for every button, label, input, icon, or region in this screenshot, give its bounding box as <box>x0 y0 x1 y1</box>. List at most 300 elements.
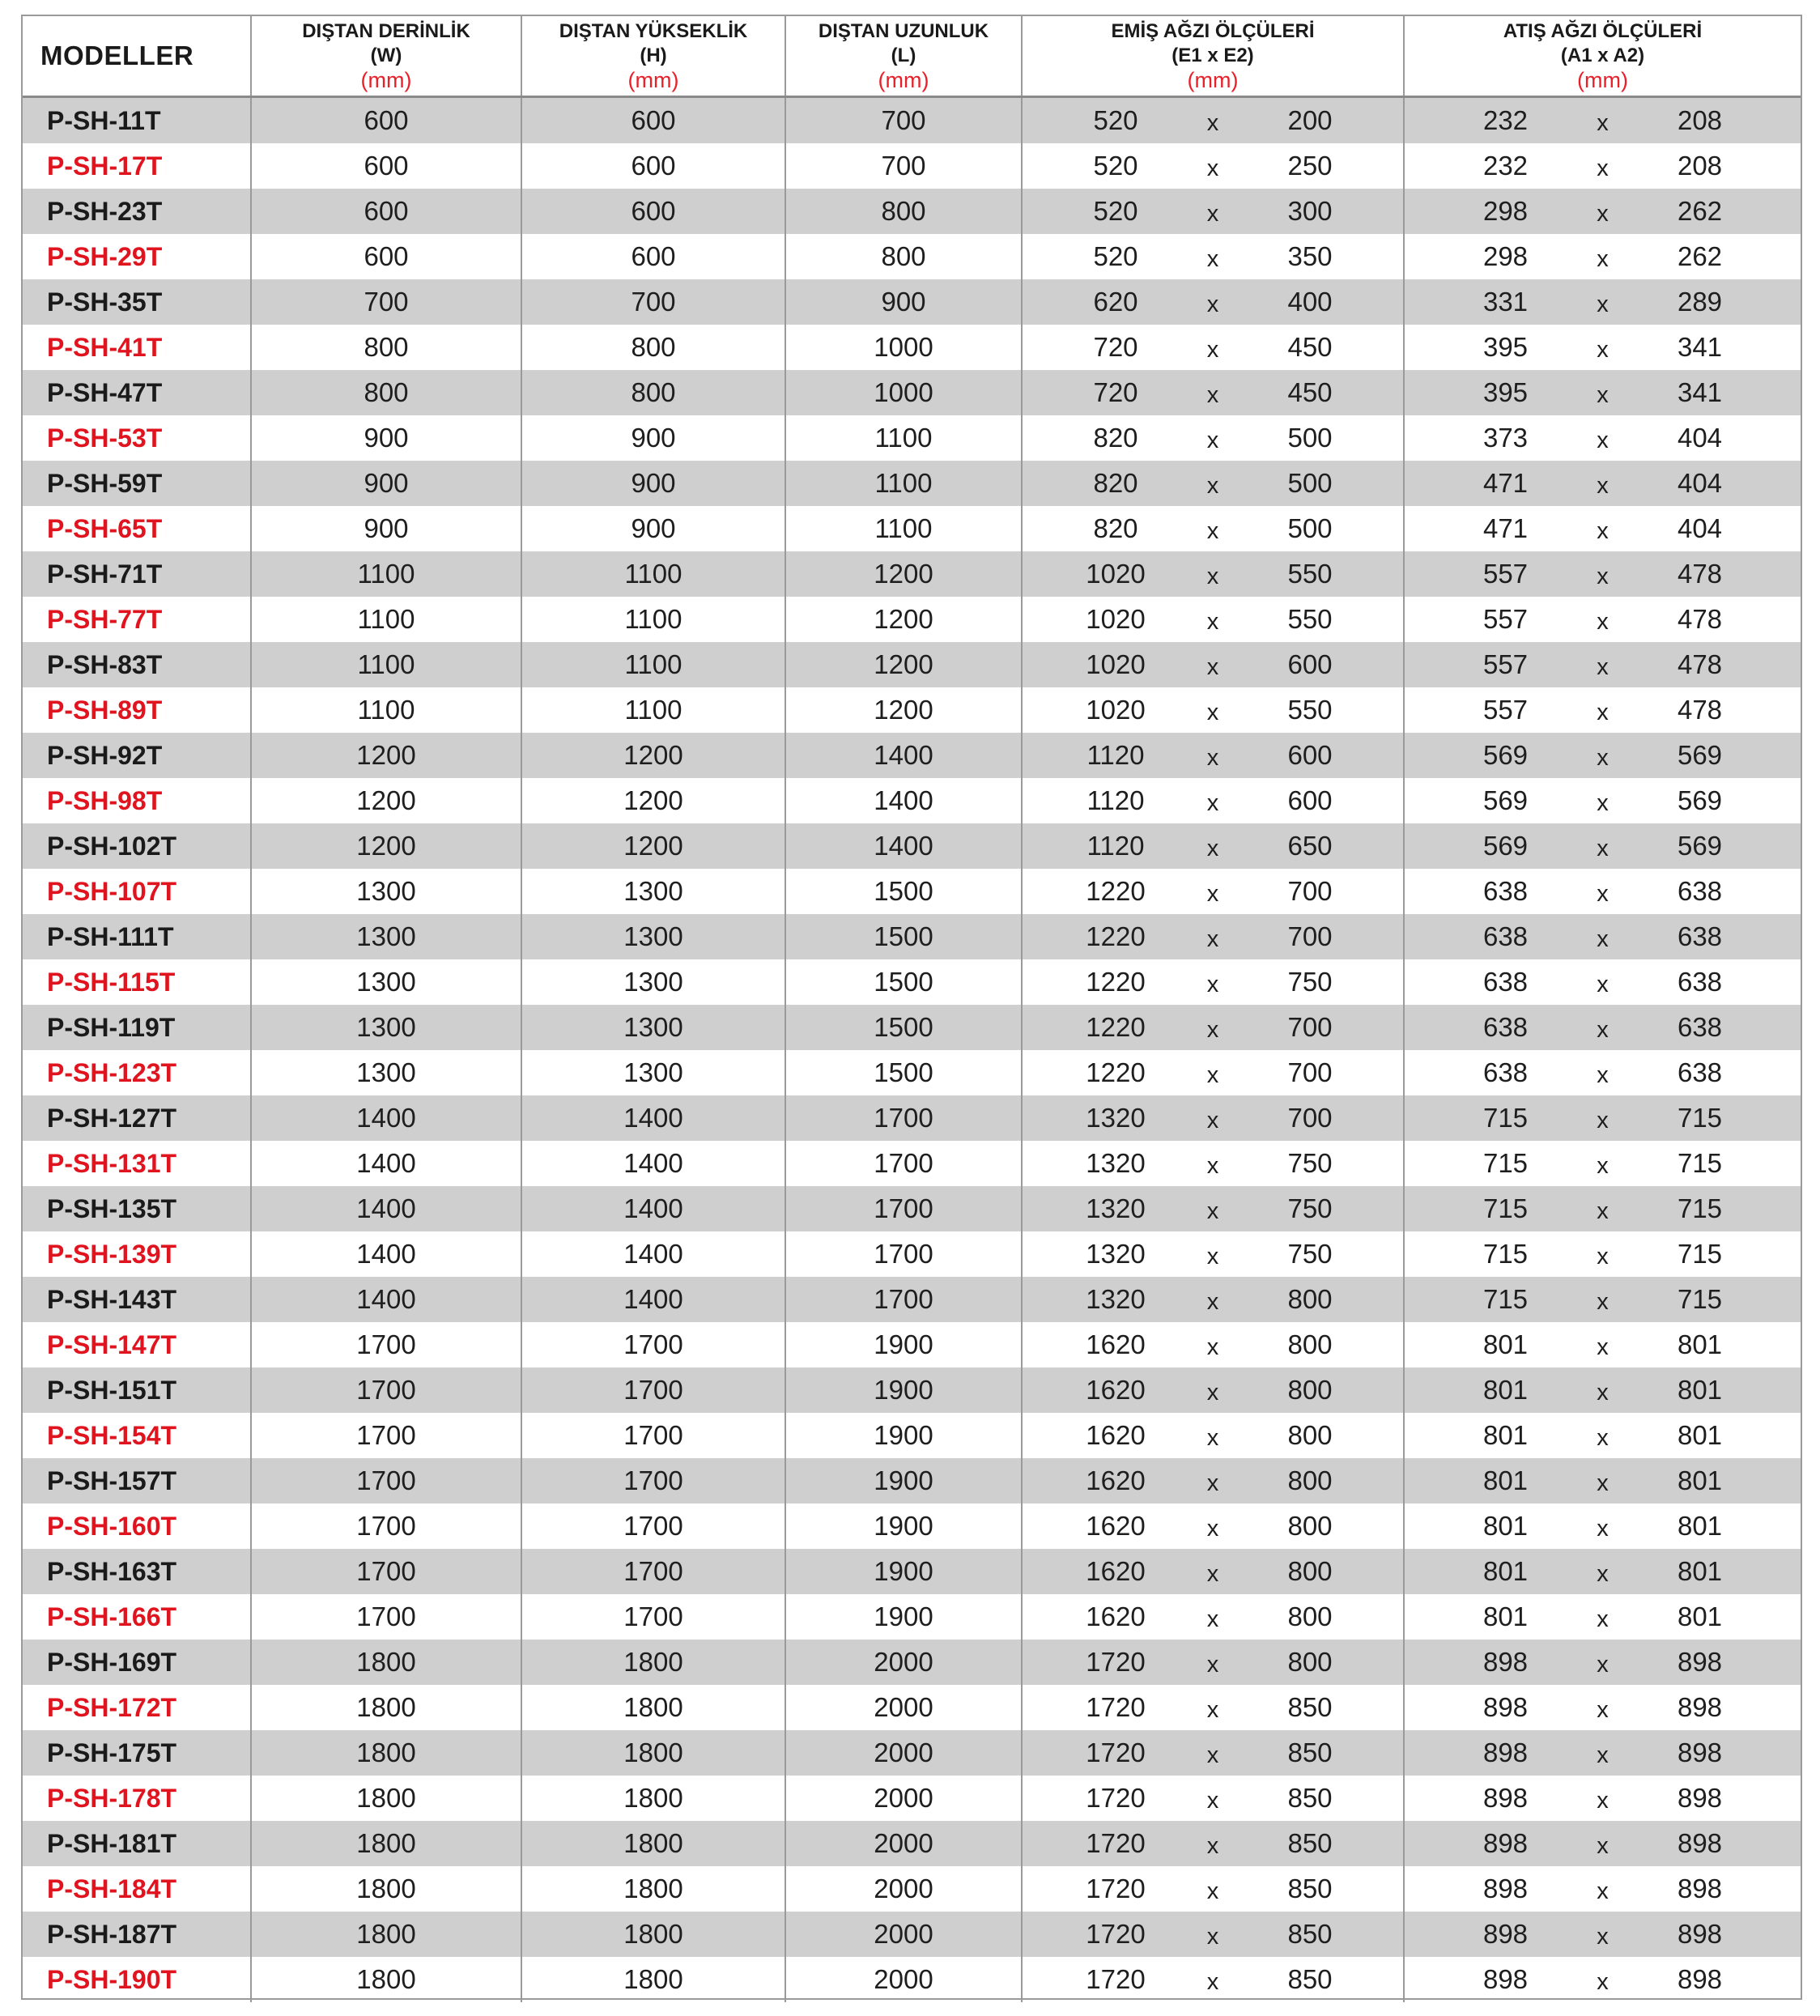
length-cell: 700 <box>785 143 1022 189</box>
outlet-dimensions-cell <box>1404 1912 1801 1957</box>
outlet-dimensions-pair <box>1405 1964 1801 1996</box>
inlet-times-sign: x <box>1206 1606 1219 1632</box>
inlet-dimensions-cell <box>1022 1413 1404 1458</box>
height-cell: 1200 <box>521 778 785 823</box>
outlet-second-value: 801 <box>1677 1465 1723 1495</box>
inlet-first-value: 520 <box>1093 196 1138 226</box>
outlet-first-value: 801 <box>1482 1420 1529 1450</box>
outlet-dimensions-pair <box>1405 921 1801 953</box>
height-cell: 1800 <box>521 1776 785 1821</box>
outlet-times-sign: x <box>1597 1968 1609 1995</box>
outlet-dimensions-pair <box>1405 1057 1801 1089</box>
depth-cell: 1400 <box>251 1277 521 1322</box>
depth-cell: 900 <box>251 461 521 506</box>
outlet-first-value: 898 <box>1482 1828 1529 1858</box>
outlet-second-value: 638 <box>1677 967 1723 997</box>
outlet-first-value: 638 <box>1482 967 1529 997</box>
outlet-dimensions-pair <box>1405 1737 1801 1769</box>
table-row <box>23 1413 1801 1458</box>
outlet-first-value: 715 <box>1482 1148 1529 1178</box>
model-name-cell: P-SH-123T <box>23 1050 251 1095</box>
depth-cell: 700 <box>251 279 521 325</box>
outlet-dimensions-pair <box>1405 1284 1801 1316</box>
inlet-dimensions-cell <box>1022 1594 1404 1640</box>
outlet-first-value: 638 <box>1482 1057 1529 1087</box>
inlet-dimensions-cell <box>1022 1776 1404 1821</box>
inlet-dimensions-cell <box>1022 279 1404 325</box>
outlet-first-value: 638 <box>1482 876 1529 906</box>
table-row <box>23 1549 1801 1594</box>
height-cell: 600 <box>521 97 785 144</box>
outlet-dimensions-cell <box>1404 1549 1801 1594</box>
outlet-dimensions-cell <box>1404 1640 1801 1685</box>
outlet-first-value: 569 <box>1482 831 1529 861</box>
outlet-dimensions-pair <box>1405 1375 1801 1406</box>
table-row <box>23 143 1801 189</box>
inlet-times-sign: x <box>1206 608 1219 635</box>
depth-cell: 900 <box>251 415 521 461</box>
outlet-second-value: 478 <box>1677 695 1723 725</box>
depth-cell: 1700 <box>251 1549 521 1594</box>
table-row <box>23 370 1801 415</box>
outlet-first-value: 638 <box>1482 1012 1529 1042</box>
length-cell: 2000 <box>785 1776 1022 1821</box>
inlet-first-value: 1720 <box>1086 1919 1146 1949</box>
table-row <box>23 1640 1801 1685</box>
inlet-second-value: 750 <box>1287 967 1333 997</box>
inlet-dimensions-pair <box>1023 1239 1403 1270</box>
inlet-dimensions-pair <box>1023 1964 1403 1996</box>
outlet-times-sign: x <box>1597 472 1609 499</box>
outlet-dimensions-cell <box>1404 143 1801 189</box>
inlet-dimensions-pair <box>1023 1783 1403 1814</box>
header-length-unit: (mm) <box>878 68 929 92</box>
header-height-symbol: (H) <box>640 45 667 66</box>
outlet-dimensions-pair <box>1405 559 1801 590</box>
height-cell: 1800 <box>521 1866 785 1912</box>
inlet-second-value: 850 <box>1287 1964 1333 1994</box>
inlet-dimensions-cell <box>1022 1912 1404 1957</box>
inlet-dimensions-cell <box>1022 1141 1404 1186</box>
inlet-dimensions-pair <box>1023 831 1403 862</box>
depth-cell: 1300 <box>251 959 521 1005</box>
height-cell: 1800 <box>521 1640 785 1685</box>
inlet-times-sign: x <box>1206 1152 1219 1179</box>
inlet-times-sign: x <box>1206 1878 1219 1904</box>
length-cell: 1500 <box>785 959 1022 1005</box>
depth-cell: 1800 <box>251 1957 521 2002</box>
table-row <box>23 97 1801 144</box>
inlet-second-value: 850 <box>1287 1828 1333 1858</box>
inlet-dimensions-cell <box>1022 1957 1404 2002</box>
outlet-dimensions-cell <box>1404 1231 1801 1277</box>
depth-cell: 1400 <box>251 1141 521 1186</box>
outlet-dimensions-cell <box>1404 1141 1801 1186</box>
table-row <box>23 1095 1801 1141</box>
outlet-times-sign: x <box>1597 291 1609 317</box>
outlet-second-value: 569 <box>1677 785 1723 815</box>
outlet-second-value: 208 <box>1677 151 1723 181</box>
inlet-dimensions-cell <box>1022 642 1404 687</box>
outlet-times-sign: x <box>1597 1107 1609 1133</box>
inlet-second-value: 700 <box>1287 921 1333 951</box>
inlet-first-value: 1620 <box>1086 1329 1146 1359</box>
length-cell: 700 <box>785 97 1022 144</box>
outlet-first-value: 471 <box>1482 513 1529 543</box>
height-cell: 1700 <box>521 1413 785 1458</box>
inlet-second-value: 350 <box>1287 241 1333 271</box>
outlet-dimensions-cell <box>1404 1503 1801 1549</box>
outlet-dimensions-cell <box>1404 1685 1801 1730</box>
inlet-second-value: 800 <box>1287 1511 1333 1541</box>
inlet-second-value: 800 <box>1287 1375 1333 1405</box>
outlet-second-value: 341 <box>1677 377 1723 407</box>
outlet-times-sign: x <box>1597 245 1609 272</box>
model-name-cell: P-SH-59T <box>23 461 251 506</box>
length-cell: 1500 <box>785 1050 1022 1095</box>
inlet-second-value: 550 <box>1287 695 1333 725</box>
table-row <box>23 1050 1801 1095</box>
inlet-dimensions-pair <box>1023 1874 1403 1905</box>
outlet-times-sign: x <box>1597 1560 1609 1587</box>
outlet-dimensions-cell <box>1404 1322 1801 1367</box>
inlet-second-value: 400 <box>1287 287 1333 317</box>
model-name-cell: P-SH-17T <box>23 143 251 189</box>
header-outlet-unit: (mm) <box>1577 68 1628 92</box>
inlet-second-value: 600 <box>1287 785 1333 815</box>
inlet-dimensions-pair <box>1023 1012 1403 1044</box>
inlet-times-sign: x <box>1206 1107 1219 1133</box>
outlet-dimensions-pair <box>1405 1692 1801 1724</box>
inlet-dimensions-cell <box>1022 189 1404 234</box>
model-name-cell: P-SH-166T <box>23 1594 251 1640</box>
depth-cell: 1100 <box>251 642 521 687</box>
outlet-dimensions-pair <box>1405 1465 1801 1497</box>
inlet-times-sign: x <box>1206 427 1219 453</box>
outlet-first-value: 331 <box>1482 287 1529 317</box>
length-cell: 2000 <box>785 1821 1022 1866</box>
outlet-dimensions-pair <box>1405 332 1801 364</box>
header-height-title: DIŞTAN YÜKSEKLİK <box>559 20 748 42</box>
inlet-dimensions-pair <box>1023 105 1403 137</box>
outlet-second-value: 638 <box>1677 1057 1723 1087</box>
outlet-first-value: 569 <box>1482 740 1529 770</box>
header-height <box>521 16 785 97</box>
outlet-times-sign: x <box>1597 699 1609 725</box>
outlet-first-value: 395 <box>1482 377 1529 407</box>
model-name-cell: P-SH-187T <box>23 1912 251 1957</box>
inlet-dimensions-pair <box>1023 1103 1403 1134</box>
outlet-dimensions-cell <box>1404 189 1801 234</box>
outlet-times-sign: x <box>1597 1061 1609 1088</box>
header-inlet-unit: (mm) <box>1187 68 1239 92</box>
table-row <box>23 1503 1801 1549</box>
inlet-times-sign: x <box>1206 789 1219 816</box>
outlet-second-value: 898 <box>1677 1874 1723 1903</box>
inlet-first-value: 1020 <box>1086 649 1146 679</box>
inlet-times-sign: x <box>1206 1651 1219 1678</box>
inlet-first-value: 1320 <box>1086 1193 1146 1223</box>
height-cell: 1700 <box>521 1458 785 1503</box>
length-cell: 1900 <box>785 1458 1022 1503</box>
depth-cell: 1300 <box>251 914 521 959</box>
inlet-dimensions-pair <box>1023 967 1403 998</box>
table-row <box>23 279 1801 325</box>
inlet-first-value: 1720 <box>1086 1828 1146 1858</box>
inlet-first-value: 1620 <box>1086 1511 1146 1541</box>
header-depth-unit: (mm) <box>360 68 412 92</box>
model-name-cell: P-SH-65T <box>23 506 251 551</box>
outlet-dimensions-cell <box>1404 1050 1801 1095</box>
depth-cell: 1700 <box>251 1458 521 1503</box>
inlet-first-value: 1620 <box>1086 1465 1146 1495</box>
inlet-first-value: 1620 <box>1086 1420 1146 1450</box>
header-depth-symbol: (W) <box>370 45 402 66</box>
outlet-times-sign: x <box>1597 1379 1609 1406</box>
inlet-first-value: 1620 <box>1086 1601 1146 1631</box>
inlet-dimensions-pair <box>1023 513 1403 545</box>
header-height-unit: (mm) <box>627 68 679 92</box>
inlet-second-value: 750 <box>1287 1239 1333 1269</box>
outlet-dimensions-cell <box>1404 642 1801 687</box>
inlet-times-sign: x <box>1206 1424 1219 1451</box>
table-row <box>23 1866 1801 1912</box>
inlet-times-sign: x <box>1206 880 1219 907</box>
outlet-second-value: 341 <box>1677 332 1723 362</box>
inlet-times-sign: x <box>1206 1016 1219 1043</box>
inlet-first-value: 1220 <box>1086 967 1146 997</box>
inlet-second-value: 200 <box>1287 105 1333 135</box>
outlet-dimensions-pair <box>1405 740 1801 772</box>
inlet-dimensions-pair <box>1023 1737 1403 1769</box>
outlet-second-value: 898 <box>1677 1737 1723 1767</box>
height-cell: 1400 <box>521 1231 785 1277</box>
model-name-cell: P-SH-83T <box>23 642 251 687</box>
model-name-cell: P-SH-53T <box>23 415 251 461</box>
height-cell: 600 <box>521 189 785 234</box>
table-body <box>23 97 1801 2003</box>
outlet-first-value: 395 <box>1482 332 1529 362</box>
inlet-second-value: 650 <box>1287 831 1333 861</box>
inlet-first-value: 1220 <box>1086 1057 1146 1087</box>
inlet-times-sign: x <box>1206 1923 1219 1950</box>
outlet-times-sign: x <box>1597 1742 1609 1768</box>
depth-cell: 1100 <box>251 551 521 597</box>
outlet-second-value: 478 <box>1677 559 1723 589</box>
outlet-first-value: 898 <box>1482 1964 1529 1994</box>
outlet-first-value: 898 <box>1482 1874 1529 1903</box>
inlet-first-value: 1720 <box>1086 1964 1146 1994</box>
outlet-second-value: 262 <box>1677 196 1723 226</box>
depth-cell: 1700 <box>251 1367 521 1413</box>
outlet-dimensions-pair <box>1405 831 1801 862</box>
inlet-first-value: 1020 <box>1086 604 1146 634</box>
outlet-times-sign: x <box>1597 155 1609 181</box>
table-row <box>23 597 1801 642</box>
outlet-first-value: 801 <box>1482 1465 1529 1495</box>
inlet-dimensions-pair <box>1023 785 1403 817</box>
inlet-first-value: 1320 <box>1086 1284 1146 1314</box>
inlet-second-value: 600 <box>1287 649 1333 679</box>
depth-cell: 1700 <box>251 1503 521 1549</box>
inlet-second-value: 550 <box>1287 559 1333 589</box>
outlet-dimensions-cell <box>1404 1277 1801 1322</box>
inlet-times-sign: x <box>1206 109 1219 136</box>
length-cell: 1200 <box>785 642 1022 687</box>
inlet-times-sign: x <box>1206 1515 1219 1542</box>
outlet-dimensions-cell <box>1404 1413 1801 1458</box>
table-row <box>23 1594 1801 1640</box>
inlet-times-sign: x <box>1206 517 1219 544</box>
inlet-second-value: 850 <box>1287 1692 1333 1722</box>
outlet-times-sign: x <box>1597 1333 1609 1360</box>
outlet-times-sign: x <box>1597 880 1609 907</box>
inlet-second-value: 850 <box>1287 1874 1333 1903</box>
height-cell: 900 <box>521 506 785 551</box>
model-name-cell: P-SH-154T <box>23 1413 251 1458</box>
outlet-dimensions-pair <box>1405 1239 1801 1270</box>
length-cell: 1400 <box>785 823 1022 869</box>
inlet-times-sign: x <box>1206 1288 1219 1315</box>
inlet-second-value: 700 <box>1287 1012 1333 1042</box>
outlet-dimensions-cell <box>1404 1005 1801 1050</box>
outlet-dimensions-cell <box>1404 687 1801 733</box>
inlet-times-sign: x <box>1206 835 1219 861</box>
depth-cell: 1800 <box>251 1640 521 1685</box>
inlet-first-value: 1220 <box>1086 876 1146 906</box>
outlet-dimensions-pair <box>1405 287 1801 318</box>
outlet-dimensions-cell <box>1404 325 1801 370</box>
inlet-dimensions-pair <box>1023 1420 1403 1452</box>
depth-cell: 1200 <box>251 823 521 869</box>
table-row <box>23 1458 1801 1503</box>
outlet-second-value: 404 <box>1677 468 1723 498</box>
outlet-times-sign: x <box>1597 563 1609 589</box>
inlet-second-value: 250 <box>1287 151 1333 181</box>
length-cell: 1200 <box>785 597 1022 642</box>
length-cell: 1200 <box>785 551 1022 597</box>
outlet-second-value: 715 <box>1677 1103 1723 1133</box>
model-name-cell: P-SH-98T <box>23 778 251 823</box>
inlet-dimensions-pair <box>1023 1329 1403 1361</box>
outlet-times-sign: x <box>1597 789 1609 816</box>
outlet-dimensions-cell <box>1404 869 1801 914</box>
depth-cell: 600 <box>251 97 521 144</box>
table-row <box>23 461 1801 506</box>
length-cell: 1700 <box>785 1141 1022 1186</box>
outlet-dimensions-pair <box>1405 377 1801 409</box>
outlet-dimensions-cell <box>1404 415 1801 461</box>
length-cell: 1900 <box>785 1594 1022 1640</box>
model-name-cell: P-SH-160T <box>23 1503 251 1549</box>
outlet-dimensions-pair <box>1405 604 1801 636</box>
inlet-first-value: 1220 <box>1086 921 1146 951</box>
inlet-dimensions-pair <box>1023 1919 1403 1950</box>
inlet-first-value: 1720 <box>1086 1874 1146 1903</box>
outlet-second-value: 715 <box>1677 1239 1723 1269</box>
depth-cell: 1400 <box>251 1095 521 1141</box>
length-cell: 1700 <box>785 1231 1022 1277</box>
inlet-dimensions-cell <box>1022 143 1404 189</box>
outlet-times-sign: x <box>1597 1832 1609 1859</box>
table-row <box>23 733 1801 778</box>
height-cell: 1300 <box>521 914 785 959</box>
outlet-first-value: 557 <box>1482 604 1529 634</box>
inlet-times-sign: x <box>1206 1379 1219 1406</box>
outlet-times-sign: x <box>1597 653 1609 680</box>
outlet-dimensions-cell <box>1404 1957 1801 2002</box>
outlet-times-sign: x <box>1597 1469 1609 1496</box>
height-cell: 900 <box>521 461 785 506</box>
table-row <box>23 642 1801 687</box>
inlet-second-value: 500 <box>1287 468 1333 498</box>
outlet-second-value: 262 <box>1677 241 1723 271</box>
inlet-times-sign: x <box>1206 381 1219 408</box>
header-inlet-title: EMİŞ AĞZI ÖLÇÜLERİ <box>1111 20 1315 42</box>
inlet-dimensions-cell <box>1022 687 1404 733</box>
inlet-dimensions-cell <box>1022 1231 1404 1277</box>
length-cell: 1700 <box>785 1095 1022 1141</box>
inlet-dimensions-pair <box>1023 1601 1403 1633</box>
outlet-dimensions-cell <box>1404 959 1801 1005</box>
outlet-first-value: 898 <box>1482 1737 1529 1767</box>
height-cell: 600 <box>521 143 785 189</box>
outlet-dimensions-cell <box>1404 1866 1801 1912</box>
outlet-dimensions-cell <box>1404 733 1801 778</box>
outlet-second-value: 801 <box>1677 1420 1723 1450</box>
outlet-times-sign: x <box>1597 1197 1609 1224</box>
outlet-first-value: 373 <box>1482 423 1529 453</box>
height-cell: 600 <box>521 234 785 279</box>
outlet-times-sign: x <box>1597 1878 1609 1904</box>
height-cell: 1400 <box>521 1141 785 1186</box>
inlet-dimensions-pair <box>1023 423 1403 454</box>
inlet-first-value: 1120 <box>1086 785 1145 815</box>
inlet-times-sign: x <box>1206 200 1219 227</box>
height-cell: 1400 <box>521 1186 785 1231</box>
depth-cell: 800 <box>251 325 521 370</box>
depth-cell: 1400 <box>251 1186 521 1231</box>
depth-cell: 1100 <box>251 687 521 733</box>
model-name-cell: P-SH-41T <box>23 325 251 370</box>
inlet-times-sign: x <box>1206 699 1219 725</box>
outlet-dimensions-cell <box>1404 279 1801 325</box>
length-cell: 1900 <box>785 1413 1022 1458</box>
inlet-dimensions-pair <box>1023 1692 1403 1724</box>
outlet-dimensions-pair <box>1405 1193 1801 1225</box>
height-cell: 1700 <box>521 1367 785 1413</box>
inlet-dimensions-pair <box>1023 151 1403 182</box>
inlet-times-sign: x <box>1206 472 1219 499</box>
header-depth <box>251 16 521 97</box>
inlet-first-value: 620 <box>1093 287 1138 317</box>
table-row <box>23 506 1801 551</box>
outlet-times-sign: x <box>1597 200 1609 227</box>
outlet-first-value: 801 <box>1482 1601 1529 1631</box>
outlet-dimensions-pair <box>1405 876 1801 908</box>
outlet-dimensions-pair <box>1405 468 1801 500</box>
outlet-second-value: 638 <box>1677 1012 1723 1042</box>
model-name-cell: P-SH-115T <box>23 959 251 1005</box>
outlet-dimensions-cell <box>1404 778 1801 823</box>
outlet-dimensions-pair <box>1405 241 1801 273</box>
length-cell: 1500 <box>785 914 1022 959</box>
table-row <box>23 1730 1801 1776</box>
outlet-second-value: 801 <box>1677 1329 1723 1359</box>
height-cell: 900 <box>521 415 785 461</box>
outlet-dimensions-pair <box>1405 423 1801 454</box>
length-cell: 2000 <box>785 1957 1022 2002</box>
